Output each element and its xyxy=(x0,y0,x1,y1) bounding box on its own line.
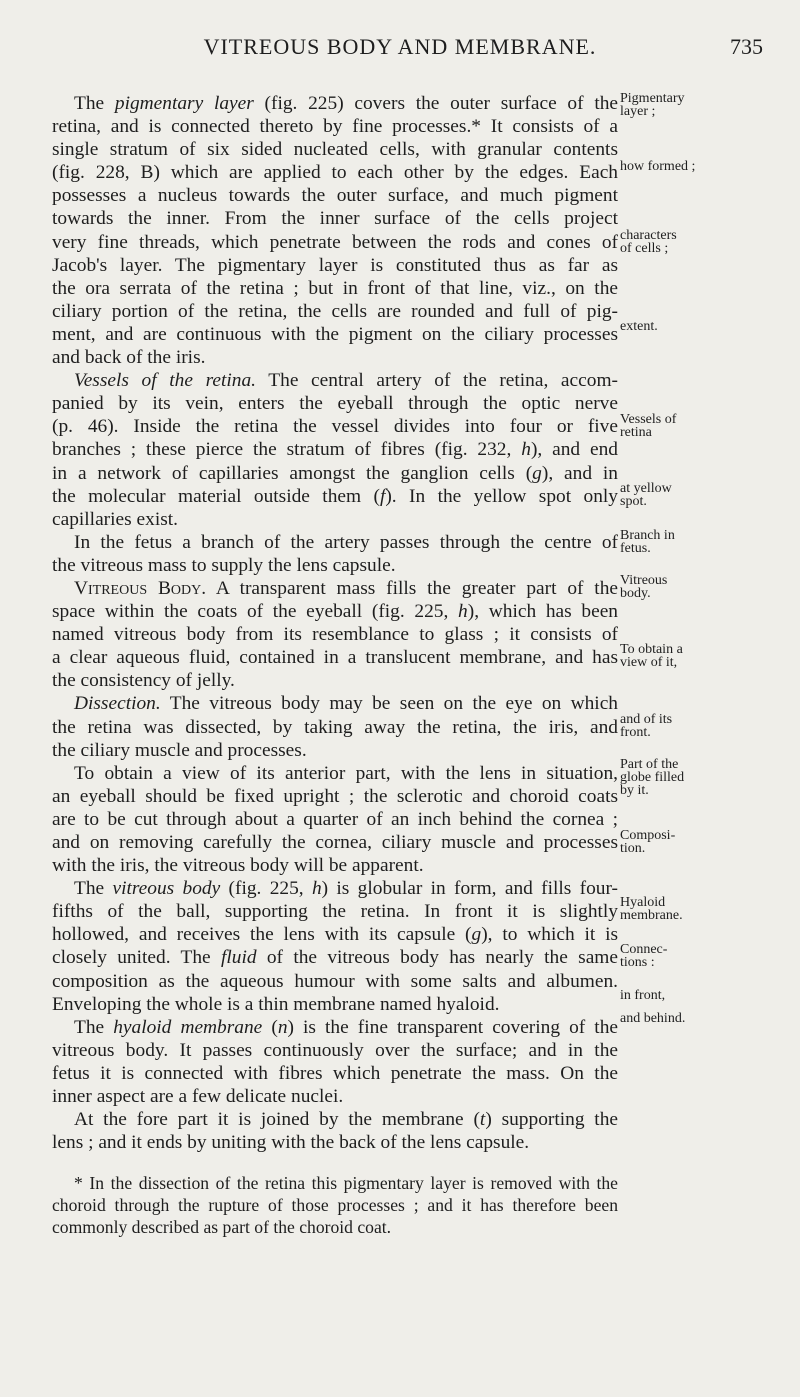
text-run: the ciliary muscle and processes. xyxy=(52,739,307,761)
text-run: named vitreous body from its resemblance to glass ; it consists of xyxy=(52,624,618,646)
text-line xyxy=(52,1016,618,1039)
text-line xyxy=(52,369,618,392)
margin-note-line: Part of the xyxy=(620,757,679,772)
text-line xyxy=(52,300,618,323)
text-line xyxy=(52,323,618,346)
text-run: fetus it is connected with fibres which penetrate the mass. On the xyxy=(52,1062,618,1084)
text-run: panied by its vein, enters the eyeball through the optic nerve xyxy=(52,393,618,415)
margin-note-line: Branch in xyxy=(620,528,675,543)
text-run: the molecular material outside them ( xyxy=(52,485,380,507)
margin-note-line: To obtain a xyxy=(620,642,683,657)
text-line xyxy=(52,854,618,877)
margin-note-line: body. xyxy=(620,586,651,601)
text-line xyxy=(52,138,618,161)
text-run: closely united. The xyxy=(52,947,221,969)
text-run: The xyxy=(74,878,113,900)
footnote-line: * In the dissection of the retina this pigmentary layer is removed with the xyxy=(74,1173,618,1194)
text-line xyxy=(52,485,618,508)
text-run: ), to which it is xyxy=(481,924,619,946)
page-number: 735 xyxy=(730,34,763,59)
margin-note-line: by it. xyxy=(620,783,649,798)
text-line xyxy=(52,1085,618,1108)
text-run: inner aspect are a few delicate nuclei. xyxy=(52,1086,344,1108)
page-header xyxy=(0,24,800,64)
text-line xyxy=(52,184,618,207)
margin-note xyxy=(620,989,665,1002)
italic-run: h xyxy=(311,878,322,900)
text-line xyxy=(52,669,618,692)
text-line xyxy=(52,692,618,715)
footnote-gap xyxy=(52,1154,618,1172)
margin-note-line: tion. xyxy=(620,841,646,856)
text-run: hollowed, and receives the lens with its capsule ( xyxy=(52,924,472,946)
text-run: (fig. 228, B) which are applied to each other by the edges. Each xyxy=(52,162,618,184)
margin-note-line: globe filled xyxy=(620,770,685,785)
text-run: The central artery of the retina, accom- xyxy=(256,370,618,392)
text-line xyxy=(52,946,618,969)
body-text xyxy=(52,92,618,1238)
footnote-line: choroid through the rupture of those processes ; and it has therefore been xyxy=(52,1195,618,1216)
text-line xyxy=(52,600,618,623)
text-run: Jacob's layer. The pigmentary layer is constituted thus as far as xyxy=(52,254,618,276)
text-run: in a network of capillaries amongst the ganglion cells ( xyxy=(52,462,533,484)
margin-note-line: in front, xyxy=(620,988,666,1003)
text-line xyxy=(52,531,618,554)
text-line xyxy=(52,161,618,184)
text-line xyxy=(52,762,618,785)
text-line xyxy=(52,646,618,669)
text-line xyxy=(52,462,618,485)
text-run: The xyxy=(74,1016,114,1038)
margin-note-line: Vessels of xyxy=(620,412,677,427)
italic-run: Dissection. xyxy=(74,693,161,715)
text-line xyxy=(52,508,618,531)
text-run: a clear aqueous fluid, contained in a translucent membrane, and has xyxy=(52,647,618,669)
text-run: possesses a nucleus towards the outer surface, and much pigment xyxy=(52,185,618,207)
running-title: VITREOUS BODY AND MEMBRANE. xyxy=(203,34,597,59)
text-line xyxy=(52,716,618,739)
text-run: the retina was dissected, by taking away the retina, the iris, and xyxy=(52,716,618,738)
italic-run: pigmentary layer xyxy=(114,93,254,114)
text-line xyxy=(52,1108,618,1131)
margin-note xyxy=(620,574,667,600)
text-run: the vitreous mass to supply the lens capsule. xyxy=(52,554,396,576)
margin-note xyxy=(620,229,677,255)
italic-run: h xyxy=(458,601,468,623)
text-line xyxy=(52,993,618,1016)
text-run: composition as the aqueous humour with some salts and albumen. xyxy=(52,970,618,992)
margin-note xyxy=(620,829,675,855)
margin-note-line: retina xyxy=(620,425,652,440)
text-line xyxy=(52,900,618,923)
italic-run: vitreous body xyxy=(112,878,221,900)
margin-note xyxy=(620,896,683,922)
text-run: ( xyxy=(262,1016,278,1038)
text-run: ment, and are continuous with the pigment on the ciliary processes xyxy=(52,323,618,345)
text-run: vitreous body. It passes continuously over the surface; and in the xyxy=(52,1039,618,1061)
text-line xyxy=(52,785,618,808)
margin-note-line: how formed ; xyxy=(620,159,696,174)
margin-note xyxy=(620,1012,685,1025)
margin-note-line: membrane. xyxy=(620,908,683,923)
text-run: are to be cut through about a quarter of an inch behind the cornea ; xyxy=(52,808,618,830)
text-run: In the fetus a branch of the artery passes through the centre of xyxy=(74,531,618,553)
text-run: of the vitreous body has nearly the same xyxy=(256,947,618,969)
margin-note xyxy=(620,713,672,739)
margin-note xyxy=(620,482,672,508)
margin-note-line: at yellow xyxy=(620,481,672,496)
text-run: ) is globular in form, and fills four- xyxy=(321,878,619,900)
text-line xyxy=(52,577,618,600)
text-line xyxy=(52,231,618,254)
italic-run: n xyxy=(277,1016,288,1038)
text-line xyxy=(52,1062,618,1085)
italic-run: f xyxy=(379,485,386,507)
italic-run: t xyxy=(479,1109,486,1131)
text-line xyxy=(52,808,618,831)
margin-note-line: of cells ; xyxy=(620,241,669,256)
margin-note xyxy=(620,758,684,797)
italic-run: hyaloid membrane xyxy=(113,1016,263,1038)
text-run: Enveloping the whole is a thin membrane named hyaloid. xyxy=(52,993,500,1015)
text-line xyxy=(52,877,618,900)
margin-note-line: tions : xyxy=(620,955,655,970)
margin-note-line: layer ; xyxy=(620,104,656,119)
text-run: ) supporting the xyxy=(485,1109,618,1131)
text-line xyxy=(52,831,618,854)
text-run: To obtain a view of its anterior part, with the lens in situation, xyxy=(74,762,618,784)
margin-note xyxy=(620,643,683,669)
text-line xyxy=(52,277,618,300)
margin-note-line: and of its xyxy=(620,712,673,727)
text-run: and back of the iris. xyxy=(52,347,206,369)
text-line xyxy=(52,254,618,277)
text-line xyxy=(52,207,618,230)
margin-note-line: fetus. xyxy=(620,541,651,556)
text-run: retina, and is connected thereto by fine processes.* It consists of a xyxy=(52,116,618,138)
text-run: branches ; these pierce the stratum of fibres (fig. 232, xyxy=(52,439,522,461)
text-line xyxy=(52,415,618,438)
text-run: capillaries exist. xyxy=(52,508,178,530)
text-run: (p. 46). Inside the retina the vessel divides into four or five xyxy=(52,416,618,438)
margin-note-line: characters xyxy=(620,228,677,243)
text-line xyxy=(52,554,618,577)
italic-run: g xyxy=(532,462,542,484)
text-run: the consistency of jelly. xyxy=(52,670,235,692)
margin-note-line: Vitreous xyxy=(620,573,668,588)
text-line xyxy=(52,739,618,762)
italic-run: h xyxy=(521,439,531,461)
text-run: ciliary portion of the retina, the cells are rounded and full of pig- xyxy=(52,300,618,322)
margin-note-line: front. xyxy=(620,725,651,740)
margin-note xyxy=(620,529,675,555)
margin-note-line: Composi- xyxy=(620,828,676,843)
margin-note-line: extent. xyxy=(620,319,658,334)
italic-run: g xyxy=(471,924,482,946)
margin-note xyxy=(620,413,676,439)
margin-note-line: and behind. xyxy=(620,1011,686,1026)
text-line xyxy=(52,623,618,646)
text-run: the ora serrata of the retina ; but in front of that line, viz., on the xyxy=(52,277,618,299)
italic-run: Vessels of the retina. xyxy=(74,370,257,392)
margin-note xyxy=(620,92,685,118)
text-run: A transparent mass fills the greater part of the xyxy=(206,577,618,599)
text-run: The vitreous body may be seen on the eye on which xyxy=(160,693,618,715)
text-line xyxy=(52,1131,618,1154)
text-line xyxy=(52,346,618,369)
text-line xyxy=(52,438,618,461)
margin-note-line: spot. xyxy=(620,494,647,509)
text-run: ), and in xyxy=(541,462,618,484)
margin-note-line: Connec- xyxy=(620,942,668,957)
text-run: with the iris, the vitreous body will be apparent. xyxy=(52,855,424,877)
margin-note-line: Pigmentary xyxy=(620,91,685,106)
text-line xyxy=(52,392,618,415)
text-run: The xyxy=(74,93,115,114)
italic-run: fluid xyxy=(220,947,257,969)
text-run: very fine threads, which penetrate between the rods and cones of xyxy=(52,231,618,253)
margin-note xyxy=(620,943,667,969)
text-run: fifths of the ball, supporting the retina. In front it is slightly xyxy=(52,901,618,923)
margin-note xyxy=(620,320,658,333)
text-line xyxy=(52,1039,618,1062)
text-run: Vitreous Body. xyxy=(74,577,207,599)
text-run: (fig. 225) covers the outer surface of the xyxy=(253,93,619,114)
text-run: (fig. 225, xyxy=(220,878,312,900)
text-run: ). In the yellow spot only xyxy=(385,485,618,507)
text-line xyxy=(52,115,618,138)
text-run: lens ; and it ends by uniting with the back of the lens capsule. xyxy=(52,1132,530,1154)
text-line xyxy=(52,970,618,993)
text-run: ), and end xyxy=(530,439,618,461)
text-run: towards the inner. From the inner surface of the cells project xyxy=(52,208,618,230)
text-run: ) is the fine transparent covering of the xyxy=(287,1016,618,1038)
footnote-line: commonly described as part of the choroid coat. xyxy=(52,1217,392,1238)
text-run: single stratum of six sided nucleated cells, with granular contents xyxy=(52,139,618,161)
text-line xyxy=(52,92,618,115)
margin-note-line: Hyaloid xyxy=(620,895,666,910)
margin-note-line: view of it, xyxy=(620,655,678,670)
text-run: and on removing carefully the cornea, ciliary muscle and processes xyxy=(52,832,618,853)
margin-note xyxy=(620,160,695,173)
text-run: space within the coats of the eyeball (fig. 225, xyxy=(52,601,459,623)
text-run: ), which has been xyxy=(467,601,618,623)
text-run: an eyeball should be fixed upright ; the sclerotic and choroid coats xyxy=(52,785,618,807)
text-run: At the fore part it is joined by the membrane ( xyxy=(74,1109,480,1131)
text-line xyxy=(52,923,618,946)
